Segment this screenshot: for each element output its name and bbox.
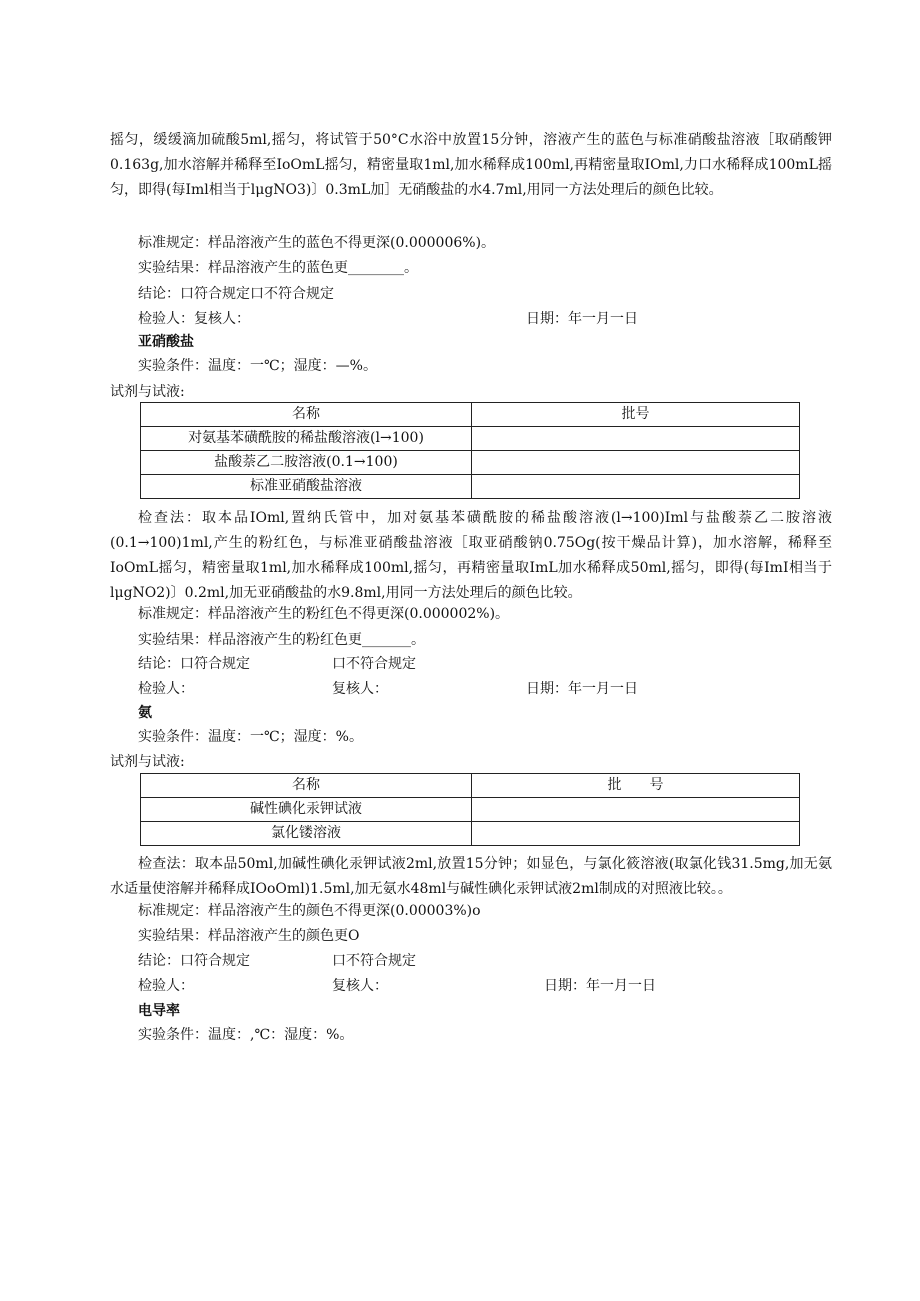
nitrite-conditions: 实验条件：温度：一℃；湿度：—%。 (138, 358, 377, 374)
ammonia-conclusion-fail: 口不符合规定 (332, 953, 416, 969)
ammonia-reagents-label: 试剂与试液: (110, 754, 185, 770)
reagent-name: 氯化镂溶液 (141, 822, 472, 846)
nitrate-method-text: 摇匀，缓缓滴加硫酸5ml,摇匀，将试管于50°C水浴中放置15分钟，溶液产生的蓝色与标准硝酸盐溶液［取硝酸钾0.163g,加水溶解并稀释至IoOmL摇匀，精密量取1ml,加水稀释成100ml,再精密量取IOml,力口水稀释成100mL摇匀，即得(每Iml相当于lμgNO3)〕0.3mL加］无硝酸盐的水4.7ml,用同一方法处理后的颜色比较。 (110, 132, 832, 198)
ammonia-reviewer: 复核人： (332, 978, 388, 994)
ammonia-conditions: 实验条件：温度：一℃；湿度：%。 (138, 729, 363, 745)
reagent-batch (472, 822, 800, 846)
nitrite-standard: 标准规定：样品溶液产生的粉红色不得更深(0.000002%)。 (138, 606, 510, 622)
reagent-batch (472, 427, 800, 451)
nitrite-method-text: 检查法：取本品IOml,置纳氏管中，加对氨基苯磺酰胺的稀盐酸溶液(l→100)Iml与盐酸萘乙二胺溶液(0.1→100)1ml,产生的粉红色，与标准亚硝酸盐溶液［取亚硝酸钠0.75Og(按干燥品计算)，加水溶解，稀释至IoOmL摇匀，精密量取1ml,加水稀释成100ml,摇匀，再精密量取ImL加水稀释成50ml,摇匀，即得(每ImI相当于lμgNO2)〕0.2ml,加无亚硝酸盐的水9.8ml,用同一方法处理后的颜色比较。 (110, 510, 832, 601)
ammonia-conclusion-pass: 结论：口符合规定 (138, 953, 250, 969)
conductivity-conditions: 实验条件：温度：,℃：湿度：%。 (138, 1027, 354, 1043)
ammonia-standard: 标准规定：样品溶液产生的颜色不得更深(0.00003%)o (138, 903, 481, 919)
table-row (141, 475, 800, 499)
table-row (141, 427, 800, 451)
header-name: 名称 (141, 403, 472, 427)
reagent-batch (472, 475, 800, 499)
conductivity-title: 电导率 (138, 1003, 180, 1019)
nitrite-conclusion-pass: 结论：口符合规定 (138, 656, 250, 672)
reagent-batch (472, 798, 800, 822)
table-header-row (141, 403, 800, 427)
nitrate-inspector: 检验人：复核人： (138, 311, 250, 327)
reagent-name: 盐酸萘乙二胺溶液(0.1→100) (141, 451, 472, 475)
table-row (141, 451, 800, 475)
table-header-row (141, 774, 800, 798)
table-row (141, 798, 800, 822)
nitrate-date: 日期：年一月一日 (526, 311, 638, 327)
header-batch: 批号 (472, 403, 800, 427)
ammonia-date: 日期：年一月一日 (544, 978, 656, 994)
nitrate-conclusion: 结论：口符合规定口不符合规定 (138, 286, 334, 302)
ammonia-method-text: 检查法：取本品50ml,加碱性碘化汞钾试液2ml,放置15分钟；如显色，与氯化筱溶液(取氯化钱31.5mg,加无氨水适量使溶解并稀释成IOoOml)1.5ml,加无氨水48ml与碱性碘化汞钾试液2ml制成的对照液比较。。 (110, 856, 832, 897)
header-name: 名称 (141, 774, 472, 798)
table-row (141, 822, 800, 846)
reagent-name: 对氨基苯磺酰胺的稀盐酸溶液(l→100) (141, 427, 472, 451)
header-batch: 批 号 (472, 774, 800, 798)
nitrite-reagents-label: 试剂与试液: (110, 384, 185, 400)
reagent-batch (472, 451, 800, 475)
nitrate-standard: 标准规定：样品溶液产生的蓝色不得更深(0.000006%)。 (138, 235, 496, 251)
nitrite-inspector: 检验人： (138, 681, 194, 697)
nitrate-result: 实验结果：样品溶液产生的蓝色更________。 (138, 260, 418, 276)
ammonia-title: 氨 (138, 705, 152, 721)
nitrite-conclusion-fail: 口不符合规定 (332, 656, 416, 672)
ammonia-result: 实验结果：样品溶液产生的颜色更O (138, 928, 360, 944)
nitrite-reviewer: 复核人： (332, 681, 388, 697)
nitrite-result: 实验结果：样品溶液产生的粉红色更_______。 (138, 632, 425, 648)
nitrite-title: 亚硝酸盐 (138, 334, 194, 350)
nitrite-reagent-table (140, 402, 800, 499)
reagent-name: 标准亚硝酸盐溶液 (141, 475, 472, 499)
reagent-name: 碱性碘化汞钾试液 (141, 798, 472, 822)
nitrite-date: 日期：年一月一日 (526, 681, 638, 697)
ammonia-reagent-table (140, 773, 800, 846)
ammonia-inspector: 检验人： (138, 978, 194, 994)
